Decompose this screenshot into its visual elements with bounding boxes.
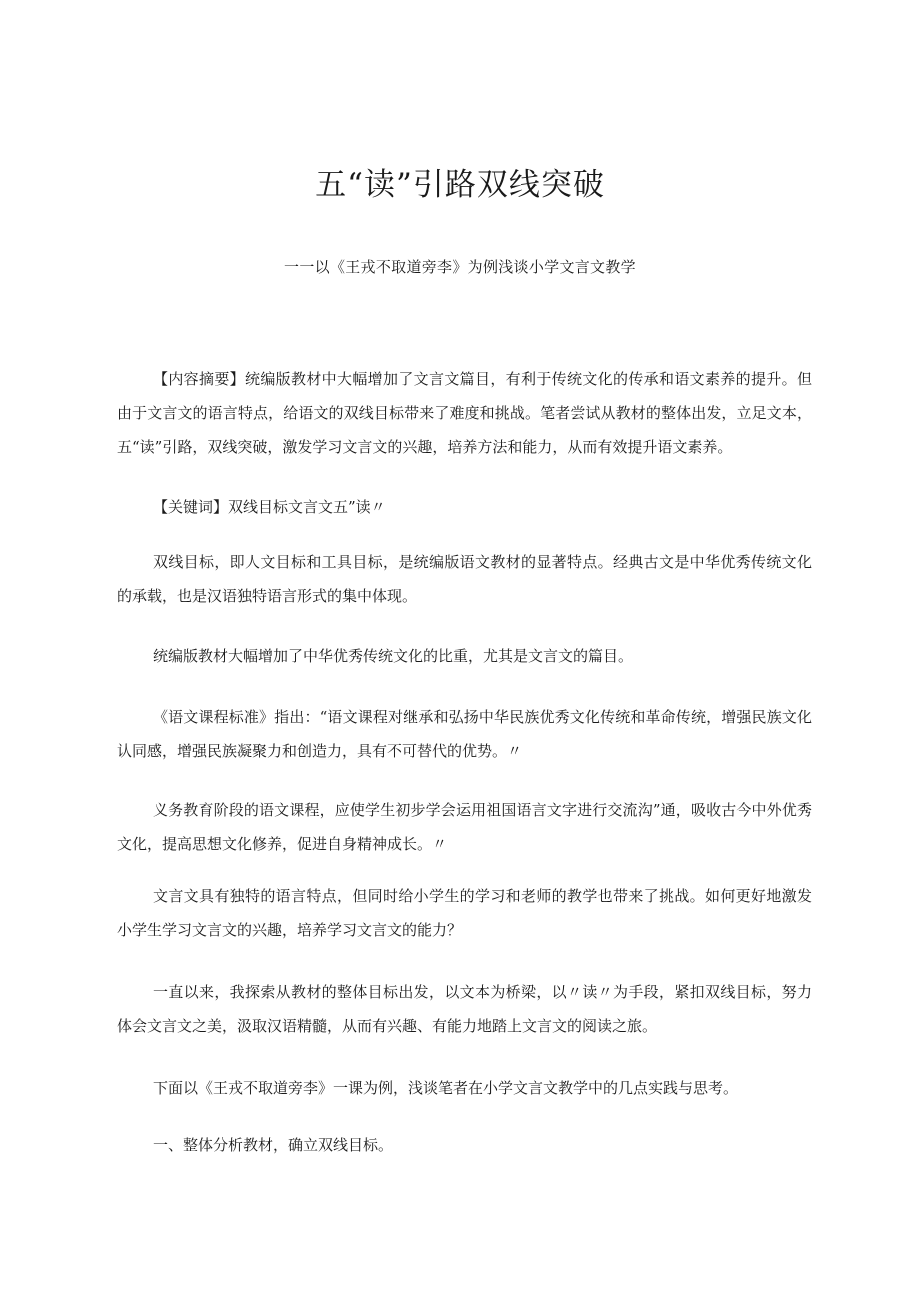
- section-heading: 一、整体分析教材，确立双线目标。: [153, 1136, 394, 1154]
- body-paragraph: 一直以来，我探索从教材的整体目标出发，以文本为桥梁，以〃读〃为手段，紧扣双线目标，努力体会文言文之美，汲取汉语精髓，从而有兴趣、有能力地踏上文言文的阅读之旅。: [117, 983, 812, 1035]
- body-paragraph: 统编版教材大幅增加了中华优秀传统文化的比重，尤其是文言文的篇目。: [153, 647, 634, 665]
- keywords-paragraph: 【关键词】双线目标文言文五”读〃: [153, 498, 386, 516]
- body-paragraph: 文言文具有独特的语言特点，但同时给小学生的学习和老师的教学也带来了挑战。如何更好地激发小学生学习文言文的兴趣，培养学习文言文的能力？: [117, 887, 812, 939]
- body-paragraph: 《语文课程标准》指出：“语文课程对继承和弘扬中华民族优秀文化传统和革命传统，增强民族文化认同感，增强民族凝聚力和创造力，具有不可替代的优势。〃: [117, 708, 812, 760]
- body-paragraph: 双线目标，即人文目标和工具目标，是统编版语文教材的显著特点。经典古文是中华优秀传统文化的承载，也是汉语独特语言形式的集中体现。: [117, 553, 812, 605]
- body-paragraph: 下面以《王戎不取道旁李》一课为例，浅谈笔者在小学文言文教学中的几点实践与思考。: [153, 1079, 739, 1097]
- abstract-paragraph: 【内容摘要】统编版教材中大幅增加了文言文篇目，有利于传统文化的传承和语文素养的提升。但由于文言文的语言特点，给语文的双线目标带来了难度和挑战。笔者尝试从教材的整体出发，立足文本，五“读”引路，双线突破，激发学习文言文的兴趣，培养方法和能力，从而有效提升语文素养。: [117, 370, 812, 456]
- document-title: 五“读”引路双线突破: [315, 167, 605, 203]
- body-paragraph: 义务教育阶段的语文课程，应使学生初步学会运用祖国语言文字进行交流沟”通，吸收古今中外优秀文化，提高思想文化修养，促进自身精神成长。〃: [117, 801, 812, 853]
- document-subtitle: 一一以《王戎不取道旁李》为例浅谈小学文言文教学: [284, 258, 636, 276]
